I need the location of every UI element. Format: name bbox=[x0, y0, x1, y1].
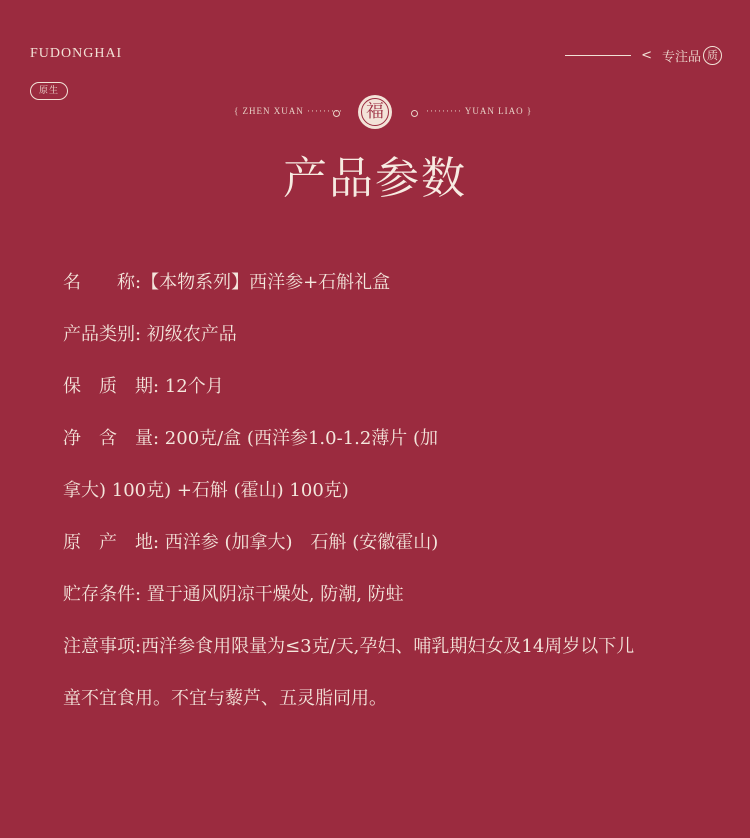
param-line: 保 质 期: 12个月 bbox=[63, 376, 224, 397]
param-line: 贮存条件: 置于通风阴凉干燥处, 防潮, 防蛀 bbox=[63, 584, 404, 605]
product-parameters bbox=[63, 267, 703, 735]
chevron-left-icon: < bbox=[641, 48, 652, 63]
focus-text: 专注品 bbox=[661, 50, 701, 65]
decorative-line bbox=[565, 55, 631, 56]
decorative-banner bbox=[0, 100, 750, 124]
focus-tagline bbox=[565, 46, 722, 65]
param-line: 产品类别: 初级农产品 bbox=[63, 324, 237, 345]
param-line: 原 产 地: 西洋参 (加拿大) 石斛 (安徽霍山) bbox=[63, 532, 439, 553]
param-line: 注意事项:西洋参食用限量为≤3克/天,孕妇、哺乳期妇女及14周岁以下儿 bbox=[63, 636, 635, 657]
banner-right-label: ········· YUAN LIAO } bbox=[426, 106, 533, 116]
focus-circle-char: 质 bbox=[703, 46, 722, 65]
page-title: 产品参数 bbox=[283, 153, 467, 204]
param-line: 名 称:【本物系列】西洋参+石斛礼盒 bbox=[63, 272, 391, 293]
small-circle-icon bbox=[333, 110, 340, 117]
param-line: 拿大) 100克) +石斛 (霍山) 100克) bbox=[63, 480, 349, 501]
small-circle-icon bbox=[411, 110, 418, 117]
param-line: 童不宜食用。不宜与藜芦、五灵脂同用。 bbox=[63, 688, 387, 709]
param-line: 净 含 量: 200克/盒 (西洋参1.0-1.2薄片 (加 bbox=[63, 428, 439, 449]
brand-name: FUDONGHAI bbox=[30, 46, 123, 61]
fu-badge: 福 bbox=[358, 95, 392, 129]
origin-seal: 原生 bbox=[30, 82, 68, 100]
banner-left-label: { ZHEN XUAN ········· bbox=[233, 106, 343, 116]
